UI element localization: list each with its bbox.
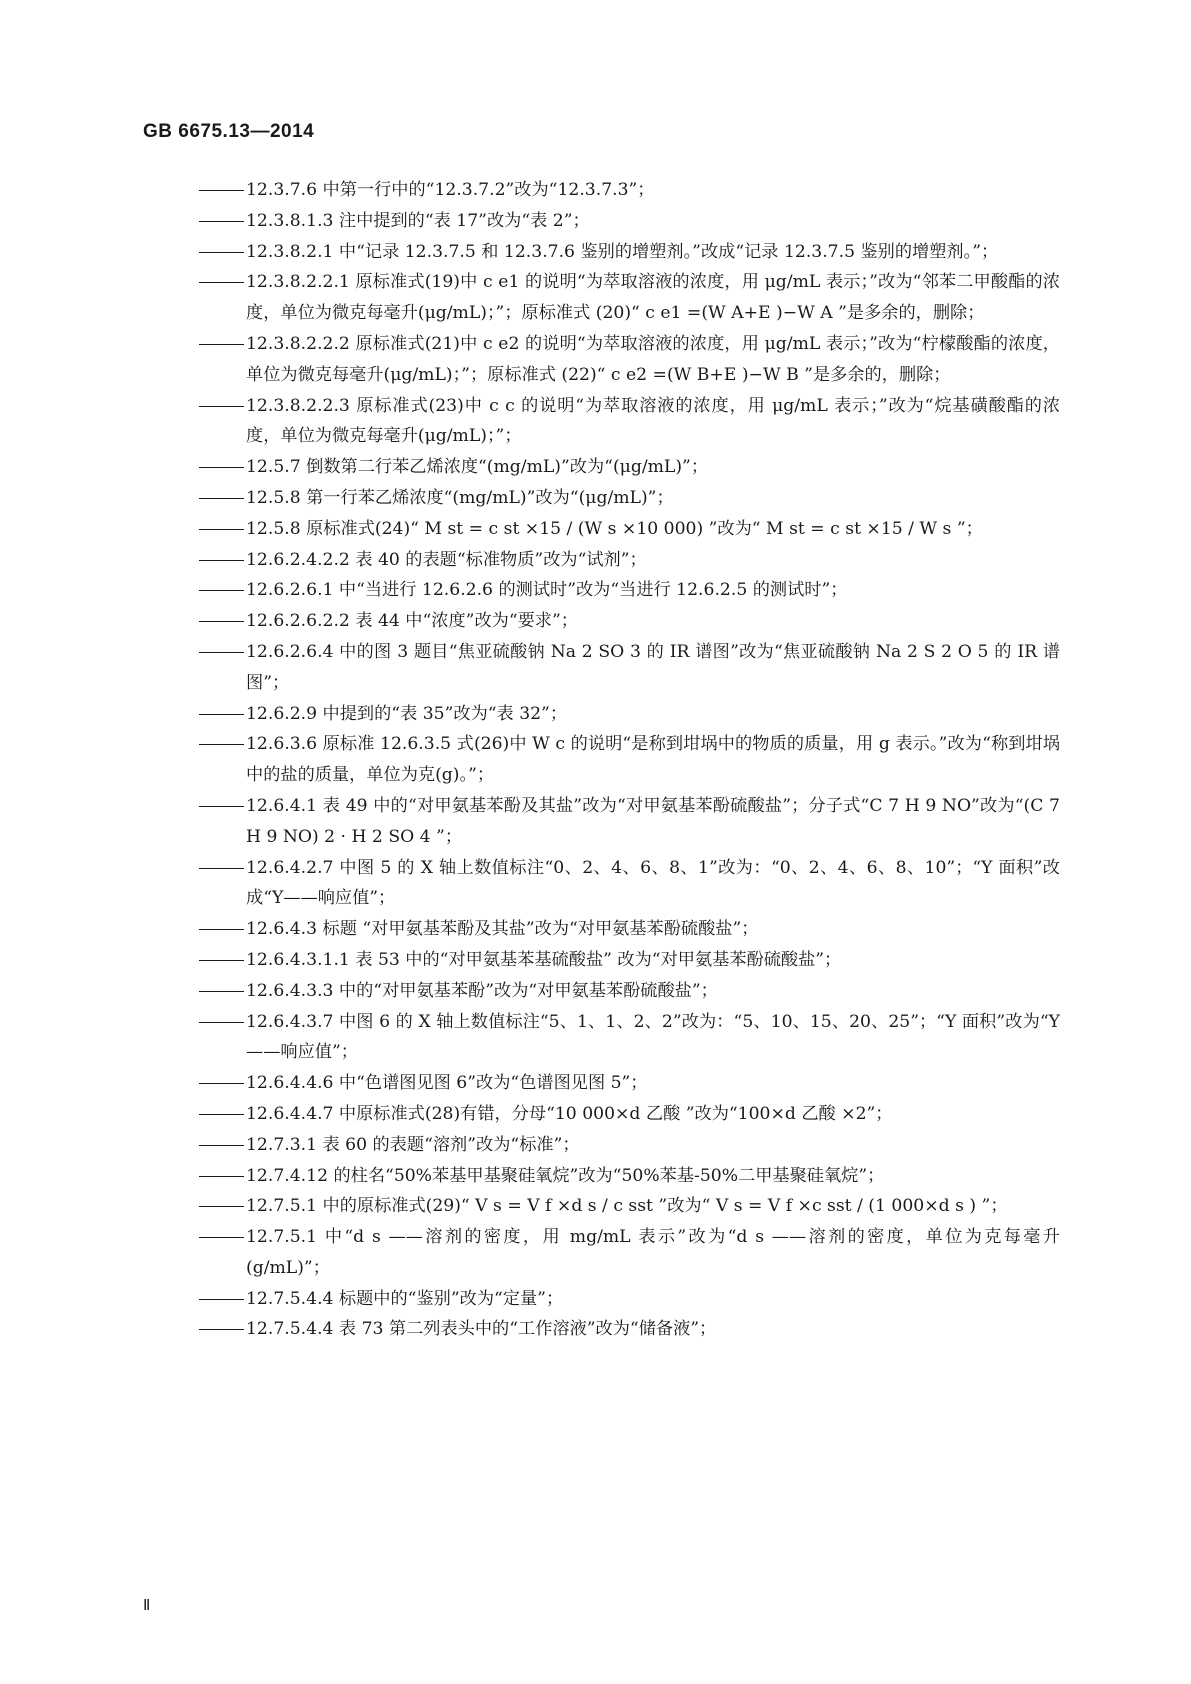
amendment-item: 12.6.4.1 表 49 中的“对甲氨基苯酚及其盐”改为“对甲氨基苯酚硫酸盐”；分子式“C 7 H 9 NO”改为“(C 7 H 9 NO) 2 · H 2 SO 4 ”； — [143, 791, 1060, 853]
em-dash-mark — [199, 190, 244, 191]
amendment-item: 12.6.4.4.7 中原标准式(28)有错，分母“10 000×d 乙酸 ”改为“100×d 乙酸 ×2”； — [143, 1099, 1060, 1130]
em-dash-mark — [199, 1176, 244, 1177]
em-dash-mark — [199, 560, 244, 561]
amendment-item: 12.3.7.6 中第一行中的“12.3.7.2”改为“12.3.7.3”； — [143, 175, 1060, 206]
amendment-item: 12.7.4.12 的柱名“50%苯基甲基聚硅氧烷”改为“50%苯基-50%二甲基聚硅氧烷”； — [143, 1161, 1060, 1192]
amendment-item: 12.6.2.9 中提到的“表 35”改为“表 32”； — [143, 699, 1060, 730]
amendment-item: 12.5.7 倒数第二行苯乙烯浓度“(mg/mL)”改为“(μg/mL)”； — [143, 452, 1060, 483]
amendment-item: 12.3.8.2.2.3 原标准式(23)中 c c 的说明“为萃取溶液的浓度，用 μg/mL 表示；”改为“烷基磺酸酯的浓度，单位为微克每毫升(μg/mL)；”； — [143, 391, 1060, 453]
em-dash-mark — [199, 621, 244, 622]
em-dash-mark — [199, 252, 244, 253]
em-dash-mark — [199, 221, 244, 222]
amendment-item: 12.3.8.2.2.2 原标准式(21)中 c e2 的说明“为萃取溶液的浓度，用 μg/mL 表示；”改为“柠檬酸酯的浓度，单位为微克每毫升(μg/mL)；”；原标准式 (22)“ c e2 =(W B+E )−W B ”是多余的，删除； — [143, 329, 1060, 391]
amendment-item: 12.5.8 第一行苯乙烯浓度“(mg/mL)”改为“(μg/mL)”； — [143, 483, 1060, 514]
standard-number-header: GB 6675.13—2014 — [143, 121, 315, 142]
page-number: Ⅱ — [143, 1598, 151, 1614]
em-dash-mark — [199, 590, 244, 591]
em-dash-mark — [199, 714, 244, 715]
amendment-item: 12.6.3.6 原标准 12.6.3.5 式(26)中 W c 的说明“是称到坩埚中的物质的质量，用 g 表示。”改为“称到坩埚中的盐的质量，单位为克(g)。”； — [143, 729, 1060, 791]
amendment-list — [143, 175, 1060, 1345]
em-dash-mark — [199, 1299, 244, 1300]
em-dash-mark — [199, 652, 244, 653]
amendment-item: 12.3.8.1.3 注中提到的“表 17”改为“表 2”； — [143, 206, 1060, 237]
em-dash-mark — [199, 991, 244, 992]
amendment-item: 12.7.3.1 表 60 的表题“溶剂”改为“标准”； — [143, 1130, 1060, 1161]
em-dash-mark — [199, 529, 244, 530]
em-dash-mark — [199, 406, 244, 407]
amendment-item: 12.3.8.2.1 中“记录 12.3.7.5 和 12.3.7.6 鉴别的增塑剂。”改成“记录 12.3.7.5 鉴别的增塑剂。”； — [143, 237, 1060, 268]
em-dash-mark — [199, 1083, 244, 1084]
amendment-item: 12.6.4.4.6 中“色谱图见图 6”改为“色谱图见图 5”； — [143, 1068, 1060, 1099]
amendment-item: 12.6.4.3 标题 “对甲氨基苯酚及其盐”改为“对甲氨基苯酚硫酸盐”； — [143, 914, 1060, 945]
amendment-item: 12.6.2.6.1 中“当进行 12.6.2.6 的测试时”改为“当进行 12.6.2.5 的测试时”； — [143, 575, 1060, 606]
amendment-item: 12.6.4.3.3 中的“对甲氨基苯酚”改为“对甲氨基苯酚硫酸盐”； — [143, 976, 1060, 1007]
amendment-item: 12.7.5.1 中“d s ——溶剂的密度，用 mg/mL 表示”改为“d s ——溶剂的密度，单位为克每毫升(g/mL)”； — [143, 1222, 1060, 1284]
amendment-item: 12.7.5.4.4 标题中的“鉴别”改为“定量”； — [143, 1284, 1060, 1315]
em-dash-mark — [199, 1329, 244, 1330]
em-dash-mark — [199, 1206, 244, 1207]
em-dash-mark — [199, 1022, 244, 1023]
em-dash-mark — [199, 467, 244, 468]
amendment-item: 12.6.4.2.7 中图 5 的 X 轴上数值标注“0、2、4、6、8、1”改为：“0、2、4、6、8、10”；“Y 面积”改成“Y——响应值”； — [143, 853, 1060, 915]
em-dash-mark — [199, 1237, 244, 1238]
amendment-item: 12.6.2.4.2.2 表 40 的表题“标准物质”改为“试剂”； — [143, 545, 1060, 576]
em-dash-mark — [199, 960, 244, 961]
amendment-item: 12.6.2.6.2.2 表 44 中“浓度”改为“要求”； — [143, 606, 1060, 637]
amendment-item: 12.6.4.3.7 中图 6 的 X 轴上数值标注“5、1、1、2、2”改为：“5、10、15、20、25”；“Y 面积”改为“Y——响应值”； — [143, 1007, 1060, 1069]
em-dash-mark — [199, 868, 244, 869]
em-dash-mark — [199, 1114, 244, 1115]
em-dash-mark — [199, 1145, 244, 1146]
em-dash-mark — [199, 498, 244, 499]
amendment-item: 12.7.5.1 中的原标准式(29)“ V s = V f ×d s / c sst ”改为“ V s = V f ×c sst / (1 000×d s ) ”； — [143, 1191, 1060, 1222]
amendment-item: 12.6.4.3.1.1 表 53 中的“对甲氨基苯基硫酸盐” 改为“对甲氨基苯酚硫酸盐”； — [143, 945, 1060, 976]
em-dash-mark — [199, 929, 244, 930]
amendment-item: 12.5.8 原标准式(24)“ M st = c st ×15 / (W s ×10 000) ”改为“ M st = c st ×15 / W s ”； — [143, 514, 1060, 545]
amendment-item: 12.7.5.4.4 表 73 第二列表头中的“工作溶液”改为“储备液”； — [143, 1314, 1060, 1345]
amendment-item: 12.6.2.6.4 中的图 3 题目“焦亚硫酸钠 Na 2 SO 3 的 IR 谱图”改为“焦亚硫酸钠 Na 2 S 2 O 5 的 IR 谱图”； — [143, 637, 1060, 699]
em-dash-mark — [199, 282, 244, 283]
em-dash-mark — [199, 806, 244, 807]
em-dash-mark — [199, 744, 244, 745]
amendment-item: 12.3.8.2.2.1 原标准式(19)中 c e1 的说明“为萃取溶液的浓度，用 μg/mL 表示；”改为“邻苯二甲酸酯的浓度，单位为微克每毫升(μg/mL)；”；原标准式 (20)“ c e1 =(W A+E )−W A ”是多余的，删除； — [143, 267, 1060, 329]
em-dash-mark — [199, 344, 244, 345]
